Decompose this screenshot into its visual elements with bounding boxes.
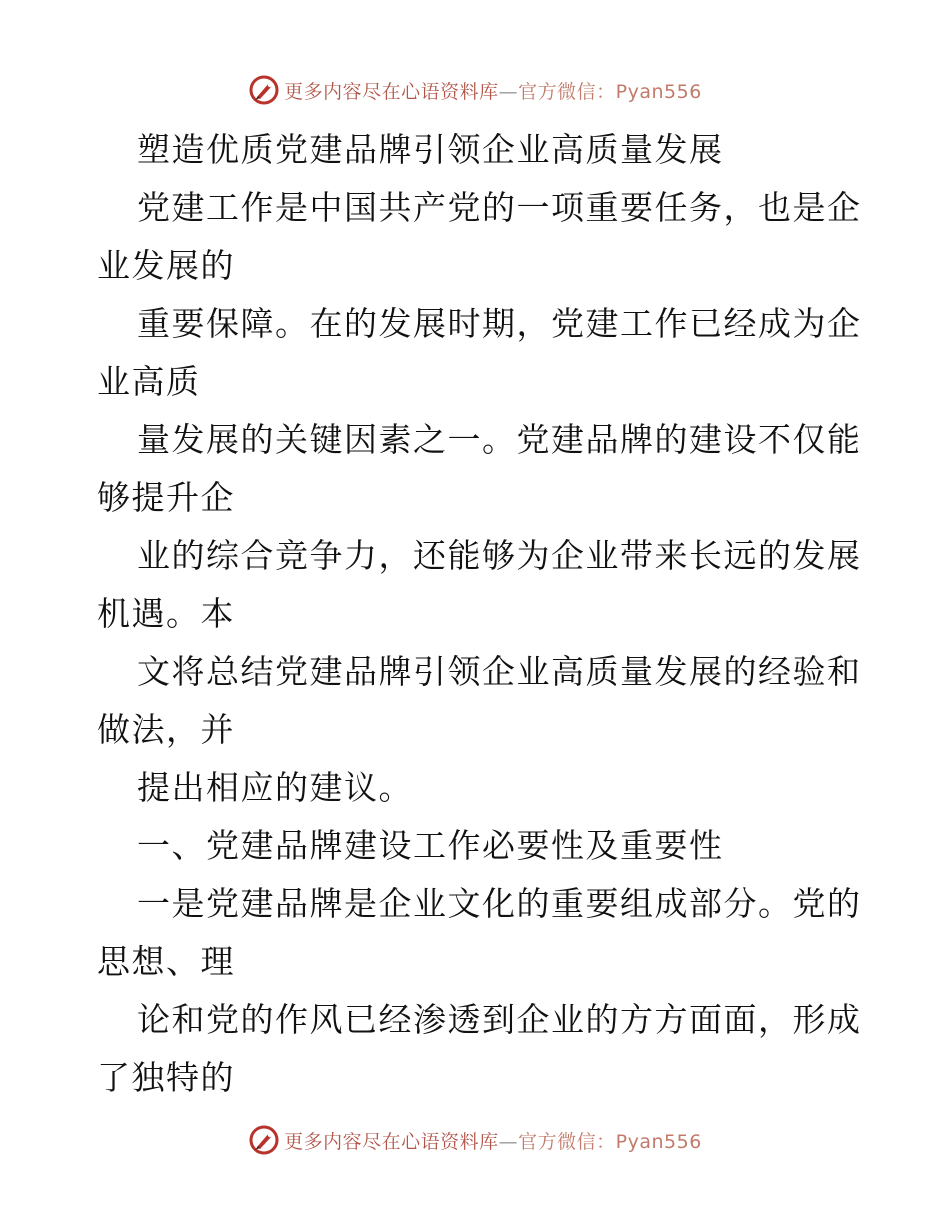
header-banner	[0, 70, 950, 110]
banner-site-text: 更多内容尽在心语资料库	[284, 80, 499, 103]
text-line: 一是党建品牌是企业文化的重要组成部分。党的	[137, 884, 862, 923]
text-line: 一、党建品牌建设工作必要性及重要性	[137, 826, 724, 865]
text-line: 党建工作是中国共产党的一项重要任务，也是企	[137, 188, 862, 227]
text-line: 量发展的关键因素之一。党建品牌的建设不仅能	[137, 420, 862, 459]
text-line: 业高质	[97, 362, 201, 401]
pen-nib-logo-icon	[248, 1124, 280, 1156]
banner-wechat-text: 官方微信：Pyan556	[518, 80, 702, 103]
text-line: 够提升企	[97, 478, 235, 517]
pen-nib-logo-icon	[248, 74, 280, 106]
banner-text	[284, 77, 702, 104]
document-title: 塑造优质党建品牌引领企业高质量发展	[137, 130, 724, 169]
document-body	[0, 121, 950, 1107]
text-line: 文将总结党建品牌引领企业高质量发展的经验和	[137, 652, 862, 691]
text-line: 思想、理	[97, 942, 235, 981]
banner-site-text: 更多内容尽在心语资料库	[284, 1130, 499, 1153]
text-line: 了独特的	[97, 1058, 235, 1097]
banner-separator: —	[498, 80, 519, 103]
banner-separator: —	[498, 1130, 519, 1153]
text-line: 业的综合竞争力，还能够为企业带来长远的发展	[137, 536, 862, 575]
footer-banner	[0, 1120, 950, 1160]
text-line: 论和党的作风已经渗透到企业的方方面面，形成	[137, 1000, 862, 1039]
text-line: 业发展的	[97, 246, 235, 285]
banner-wechat-text: 官方微信：Pyan556	[518, 1130, 702, 1153]
text-line: 提出相应的建议。	[137, 768, 413, 807]
text-line: 机遇。本	[97, 594, 235, 633]
banner-text	[284, 1127, 702, 1154]
text-line: 重要保障。在的发展时期，党建工作已经成为企	[137, 304, 862, 343]
text-line: 做法，并	[97, 710, 235, 749]
